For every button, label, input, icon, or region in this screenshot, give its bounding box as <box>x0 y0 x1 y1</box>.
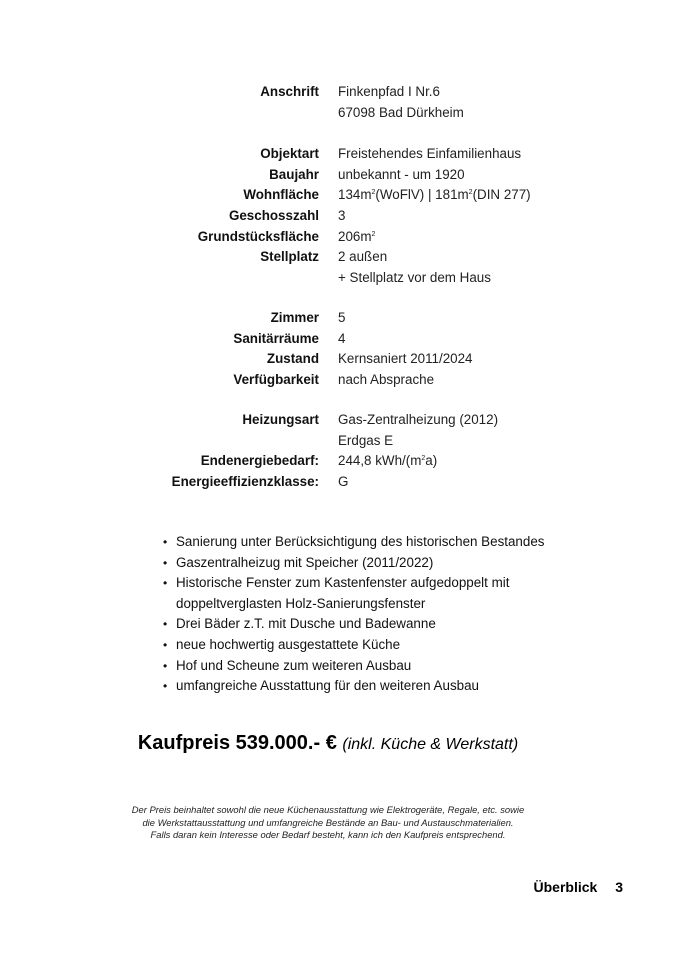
plot-area-label: Grundstücksfläche <box>197 228 319 244</box>
price-line <box>0 728 656 760</box>
energy-class-row <box>0 472 679 493</box>
object-type-value: Freistehendes Einfamilienhaus <box>338 146 522 161</box>
footer-section-title: Überblick <box>533 879 598 895</box>
year-row <box>0 165 679 186</box>
condition-row <box>0 349 679 370</box>
list-item: • Drei Bäder z.T. mit Dusche und Badewanne <box>162 614 544 635</box>
sanitary-label: Sanitärräume <box>233 330 319 346</box>
price-main: Kaufpreis 539.000.- € <box>137 732 337 754</box>
disclaimer <box>0 804 656 842</box>
address-section <box>0 82 679 123</box>
disclaimer-line: die Werkstattausstattung und umfangreiche Bestände an Bau- und Austauschmaterialien. <box>142 816 514 828</box>
parking-extra-row <box>0 268 679 289</box>
page-number: 3 <box>615 879 623 895</box>
floors-value: 3 <box>338 208 346 224</box>
address-city: 67098 Bad Dürkheim <box>338 104 464 120</box>
list-item: • Gaszentralheizug mit Speicher (2011/2022) <box>162 553 544 574</box>
heating-label: Heizungsart <box>242 412 319 427</box>
list-item: • Hof und Scheune zum weiteren Ausbau <box>162 656 544 677</box>
object-section <box>0 144 679 289</box>
energy-demand-row <box>0 451 679 472</box>
energy-demand-value: 244,8 kWh/$(m^2a)$ <box>338 453 438 469</box>
living-area-value: $134m^2(WoFlV)$ | $181m^2(DIN$ 277) <box>338 187 531 203</box>
parking-value: 2 außen <box>338 249 388 265</box>
address-row <box>0 82 679 103</box>
plot-area-value: $206m^2$ <box>338 228 376 244</box>
floors-row <box>0 206 679 227</box>
disclaimer-line: Der Preis beinhaltet sowohl die neue Küchenausstattung wie Elektrogeräte, Regale, etc. sowie <box>131 804 525 815</box>
address-street: Finkenpfad I Nr.6 <box>338 84 440 99</box>
fuel-row <box>0 431 679 452</box>
list-item: • neue hochwertig ausgestattete Küche <box>162 635 544 656</box>
list-item: • Sanierung unter Berücksichtigung des historischen Bestandes <box>162 532 544 553</box>
living-area-row <box>0 185 679 206</box>
price-note: (inkl. Küche & Werkstatt) <box>342 736 519 753</box>
object-type-label: Objektart <box>260 146 319 161</box>
condition-value: Kernsaniert 2011/2024 <box>338 351 473 367</box>
year-value: unbekannt - um 1920 <box>338 166 465 182</box>
sanitary-value: 4 <box>338 330 346 346</box>
rooms-label: Zimmer <box>270 310 319 325</box>
parking-extra-value: + Stellplatz vor dem Haus <box>338 270 491 286</box>
list-item: • umfangreiche Ausstattung für den weiteren Ausbau <box>162 676 544 697</box>
heating-row <box>0 410 679 431</box>
rooms-value: 5 <box>338 310 346 325</box>
disclaimer-line: Falls daran kein Interesse oder Bedarf besteht, kann ich den Kaufpreis entsprechend. <box>150 829 506 841</box>
sanitary-row <box>0 329 679 350</box>
page-footer <box>534 876 624 898</box>
living-area-label: Wohnfläche <box>243 187 319 203</box>
availability-value: nach Absprache <box>338 372 435 388</box>
feature-list <box>162 532 544 697</box>
energy-class-value: G <box>338 474 349 490</box>
rooms-row <box>0 308 679 329</box>
year-label: Baujahr <box>269 166 319 182</box>
fuel-value: Erdgas E <box>338 432 394 448</box>
object-type-row <box>0 144 679 165</box>
address-city-row <box>0 103 679 124</box>
availability-row <box>0 370 679 391</box>
condition-label: Zustand <box>266 351 319 367</box>
rooms-section <box>0 308 679 391</box>
list-item: • Historische Fenster zum Kastenfenster aufgedoppelt mit <box>162 573 544 594</box>
heating-value: Gas-Zentralheizung (2012) <box>338 412 499 427</box>
address-label: Anschrift <box>260 84 319 99</box>
parking-row <box>0 247 679 268</box>
energy-class-label: Energieeffizienzklasse: <box>171 474 319 490</box>
floors-label: Geschosszahl <box>228 208 319 224</box>
energy-section <box>0 410 679 493</box>
plot-area-row <box>0 227 679 248</box>
list-item-continuation: doppeltverglasten Holz-Sanierungsfenster <box>176 595 426 611</box>
energy-demand-label: Endenergiebedarf: <box>200 453 319 469</box>
parking-label: Stellplatz <box>260 249 319 265</box>
availability-label: Verfügbarkeit <box>233 372 319 388</box>
